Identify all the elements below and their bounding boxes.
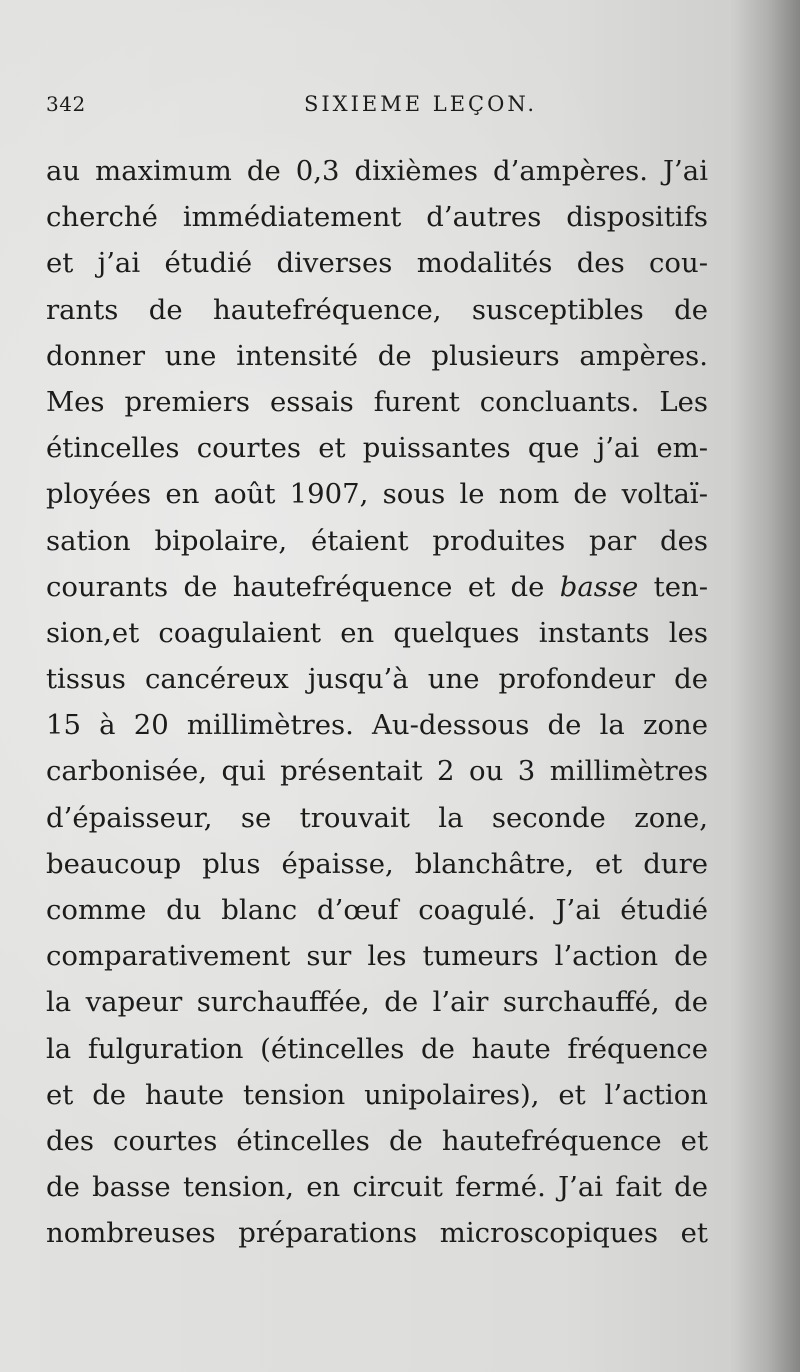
text-line: rants de hautefréquence, susceptibles de xyxy=(46,293,708,326)
text-line: des courtes étincelles de hautefréquence et xyxy=(46,1124,708,1157)
text-line: sion,et coagulaient en quelques instants les xyxy=(46,616,708,649)
body-text xyxy=(46,148,708,1257)
text-line: carbonisée, qui présentait 2 ou 3 millimètres xyxy=(46,755,708,788)
text-line: de basse tension, en circuit fermé. J’ai fait de xyxy=(46,1171,708,1204)
text-line: cherché immédiatement d’autres dispositifs xyxy=(46,201,708,234)
text-line: sation bipolaire, étaient produites par des xyxy=(46,524,708,557)
page-header xyxy=(46,92,706,122)
text-line: comparativement sur les tumeurs l’action de xyxy=(46,940,708,973)
text-line: nombreuses préparations microscopiques et xyxy=(46,1217,708,1250)
text-line: ployées en août 1907, sous le nom de voltaï- xyxy=(46,478,708,511)
line-segment: ten- xyxy=(638,570,709,603)
italic-word: basse xyxy=(559,570,639,603)
page-number: 342 xyxy=(46,92,86,116)
text-line: beaucoup plus épaisse, blanchâtre, et dure xyxy=(46,847,708,880)
text-line-with-italic xyxy=(46,564,708,610)
line-segment: courants de hautefréquence et de xyxy=(46,570,560,603)
text-line: tissus cancéreux jusqu’à une profondeur de xyxy=(46,663,708,696)
running-head: SIXIEME LEÇON. xyxy=(304,92,538,116)
text-line: donner une intensité de plusieurs ampères. xyxy=(46,339,708,372)
text-line: Mes premiers essais furent concluants. Les xyxy=(46,385,708,418)
text-line: 15 à 20 millimètres. Au-dessous de la zone xyxy=(46,709,708,742)
text-line: et de haute tension unipolaires), et l’action xyxy=(46,1078,708,1111)
text-line: comme du blanc d’œuf coagulé. J’ai étudié xyxy=(46,894,708,926)
text-line: étincelles courtes et puissantes que j’ai em- xyxy=(46,432,708,465)
text-line: la fulguration (étincelles de haute fréquence xyxy=(46,1032,708,1065)
text-line: et j’ai étudié diverses modalités des cou- xyxy=(46,247,708,280)
binding-shadow xyxy=(730,0,800,1372)
text-line: au maximum de 0,3 dixièmes d’ampères. J’ai xyxy=(46,155,708,187)
text-line: la vapeur surchauffée, de l’air surchauffé, de xyxy=(46,986,708,1019)
text-line: d’épaisseur, se trouvait la seconde zone, xyxy=(46,801,708,834)
